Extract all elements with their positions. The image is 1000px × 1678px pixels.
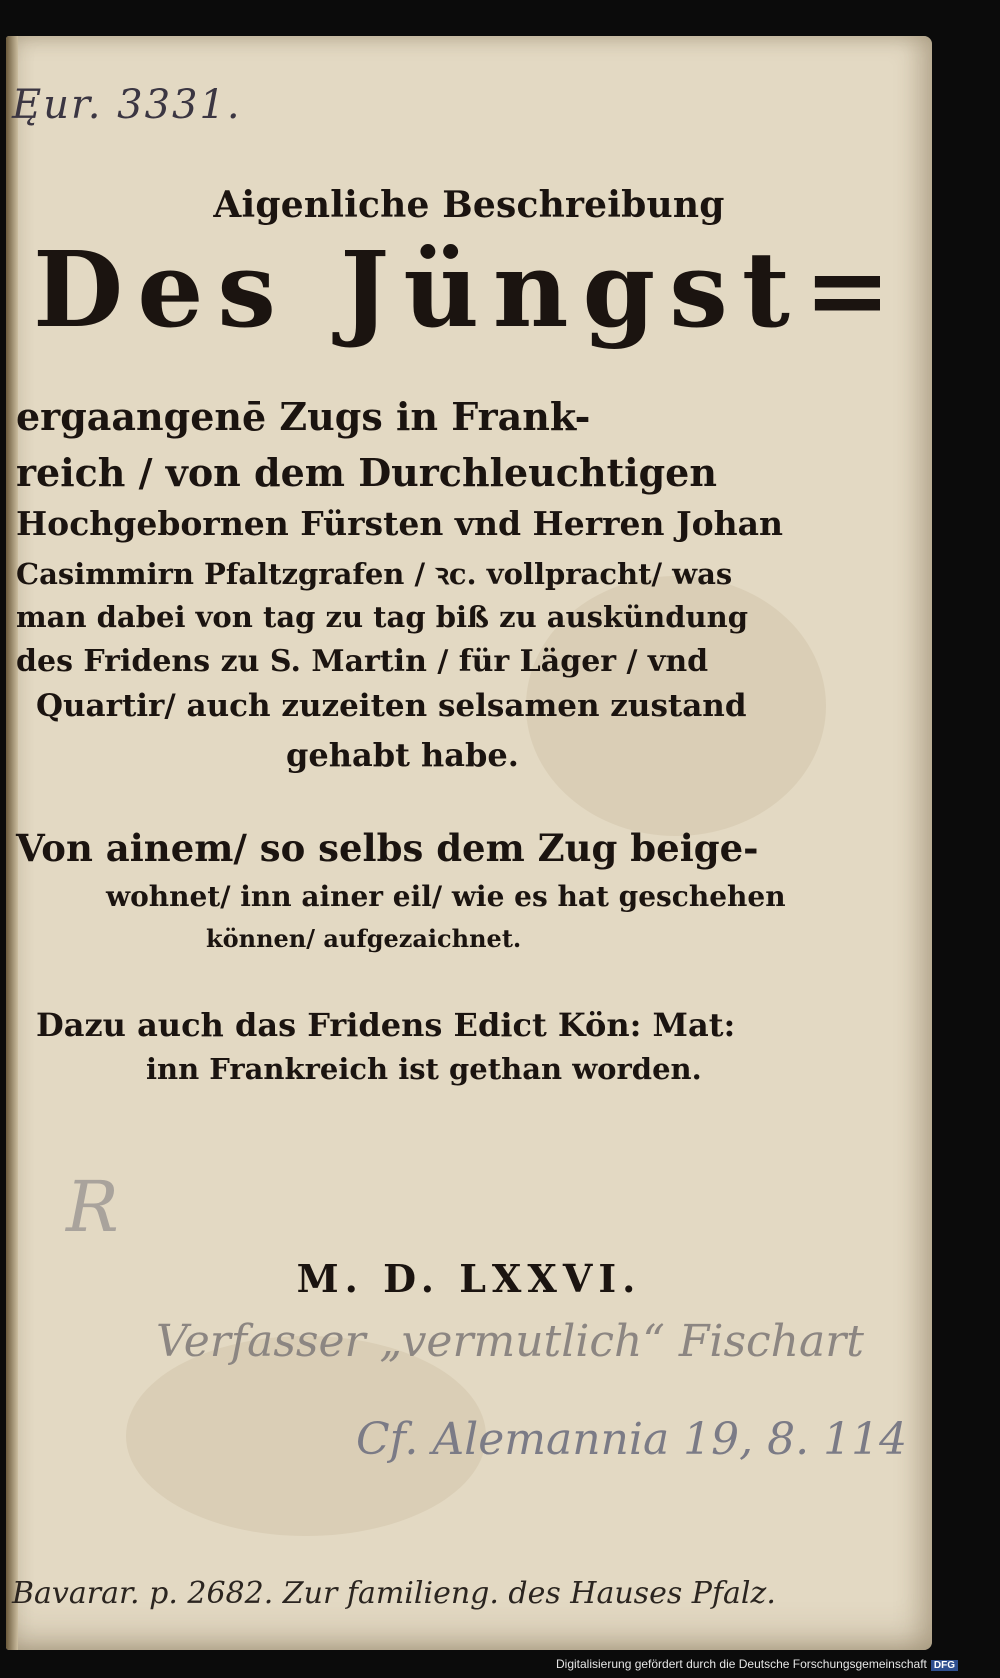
title-page [6, 36, 932, 1650]
author-line: wohnet/ inn ainer eil/ wie es hat geschehen [106, 880, 786, 913]
edict-line: Dazu auch das Fridens Edict Kön: Mat: [36, 1006, 736, 1044]
heading: Aigenliche Beschreibung [213, 184, 725, 226]
body-line: man dabei von tag zu tag biß zu auskündung [16, 600, 748, 634]
body-line: Hochgebornen Fürsten vnd Herren Johan [16, 504, 783, 543]
margin-pencil-mark: R [66, 1166, 119, 1248]
page-title: Des Jüngst= [33, 228, 905, 351]
body-line: des Fridens zu S. Martin / für Läger / vnd [16, 644, 709, 679]
digitization-credit [556, 1657, 958, 1675]
body-line: gehabt habe. [286, 736, 519, 774]
ink-note-provenance: Bavarar. p. 2682. Zur familieng. des Hauses Pfalz. [12, 1576, 776, 1611]
pencil-note-reference: Cf. Alemannia 19, 8. 114 [356, 1414, 908, 1465]
shelfmark-handwritten: Ęur. 3331. [12, 82, 242, 128]
body-line: reich / von dem Durchleuchtigen [16, 450, 717, 495]
body-line: Casimmirn Pfaltzgrafen / ꝛc. vollpracht/ was [16, 557, 733, 591]
pencil-note-author: Verfasser „vermutlich“ Fischart [156, 1316, 864, 1367]
author-line: Von ainem/ so selbs dem Zug beige- [16, 826, 759, 870]
body-line: Quartir/ auch zuzeiten selsamen zustand [36, 688, 747, 724]
imprint-year: M. D. LXXVI. [296, 1256, 642, 1301]
edict-line: inn Frankreich ist gethan worden. [146, 1052, 702, 1086]
body-line: ergaangenē Zugs in Frank- [16, 394, 591, 439]
dfg-logo: DFG [931, 1660, 958, 1671]
author-line: können/ aufgezaichnet. [206, 924, 522, 953]
credit-text: Digitalisierung gefördert durch die Deutsche Forschungsgemeinschaft [556, 1657, 927, 1671]
